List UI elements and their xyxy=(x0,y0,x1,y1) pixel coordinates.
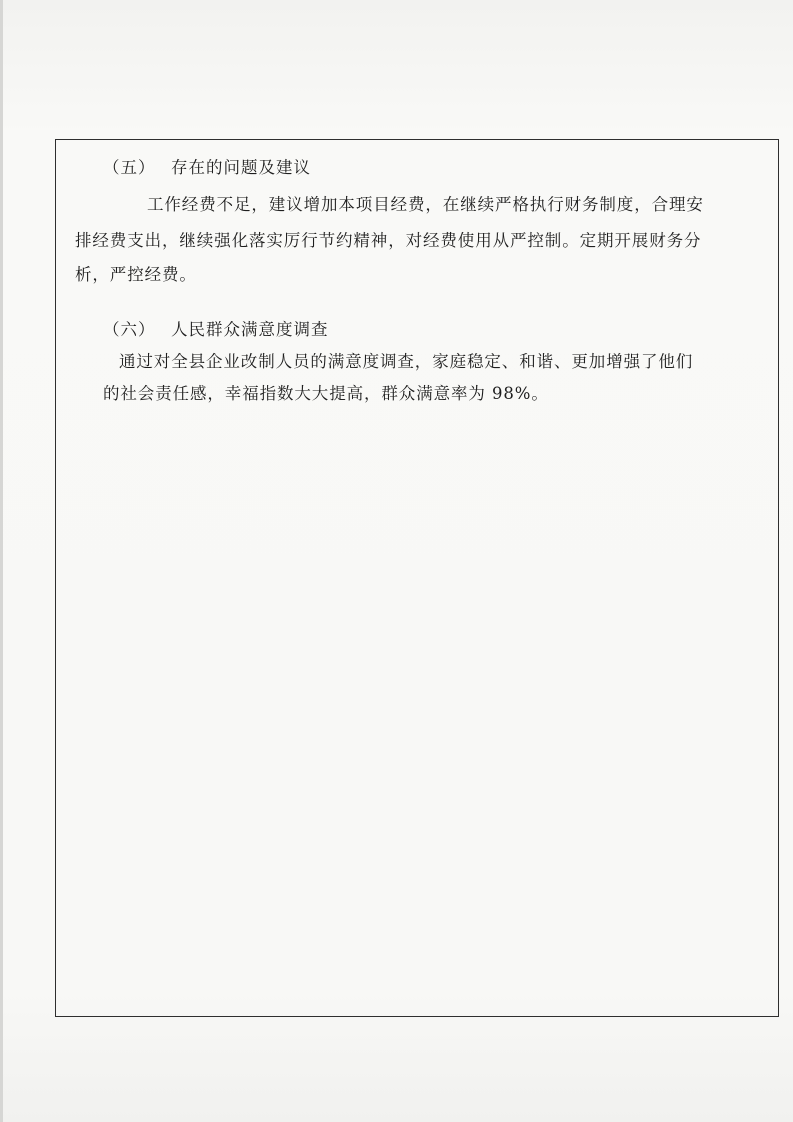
section-five-line-2: 排经费支出，继续强化落实厉行节约精神，对经费使用从严控制。定期开展财务分 xyxy=(75,231,702,250)
section-five-number: （五） xyxy=(103,158,156,177)
scan-edge xyxy=(0,0,3,1122)
section-five-heading xyxy=(103,158,311,178)
section-five-line-1: 工作经费不足，建议增加本项目经费，在继续严格执行财务制度，合理安 xyxy=(147,195,704,214)
section-six-line-1: 通过对全县企业改制人员的满意度调查，家庭稳定、和谐、更加增强了他们 xyxy=(119,352,694,371)
section-six-line-2: 的社会责任感，幸福指数大大提高，群众满意率为 98%。 xyxy=(103,384,549,403)
section-six-heading xyxy=(103,320,329,340)
section-five-title: 存在的问题及建议 xyxy=(171,158,311,177)
section-six-title: 人民群众满意度调查 xyxy=(171,320,329,339)
section-six-number: （六） xyxy=(103,320,156,339)
document-table-frame xyxy=(55,139,779,1017)
document-content xyxy=(56,140,778,1016)
section-five-line-3: 析，严控经费。 xyxy=(75,265,197,284)
